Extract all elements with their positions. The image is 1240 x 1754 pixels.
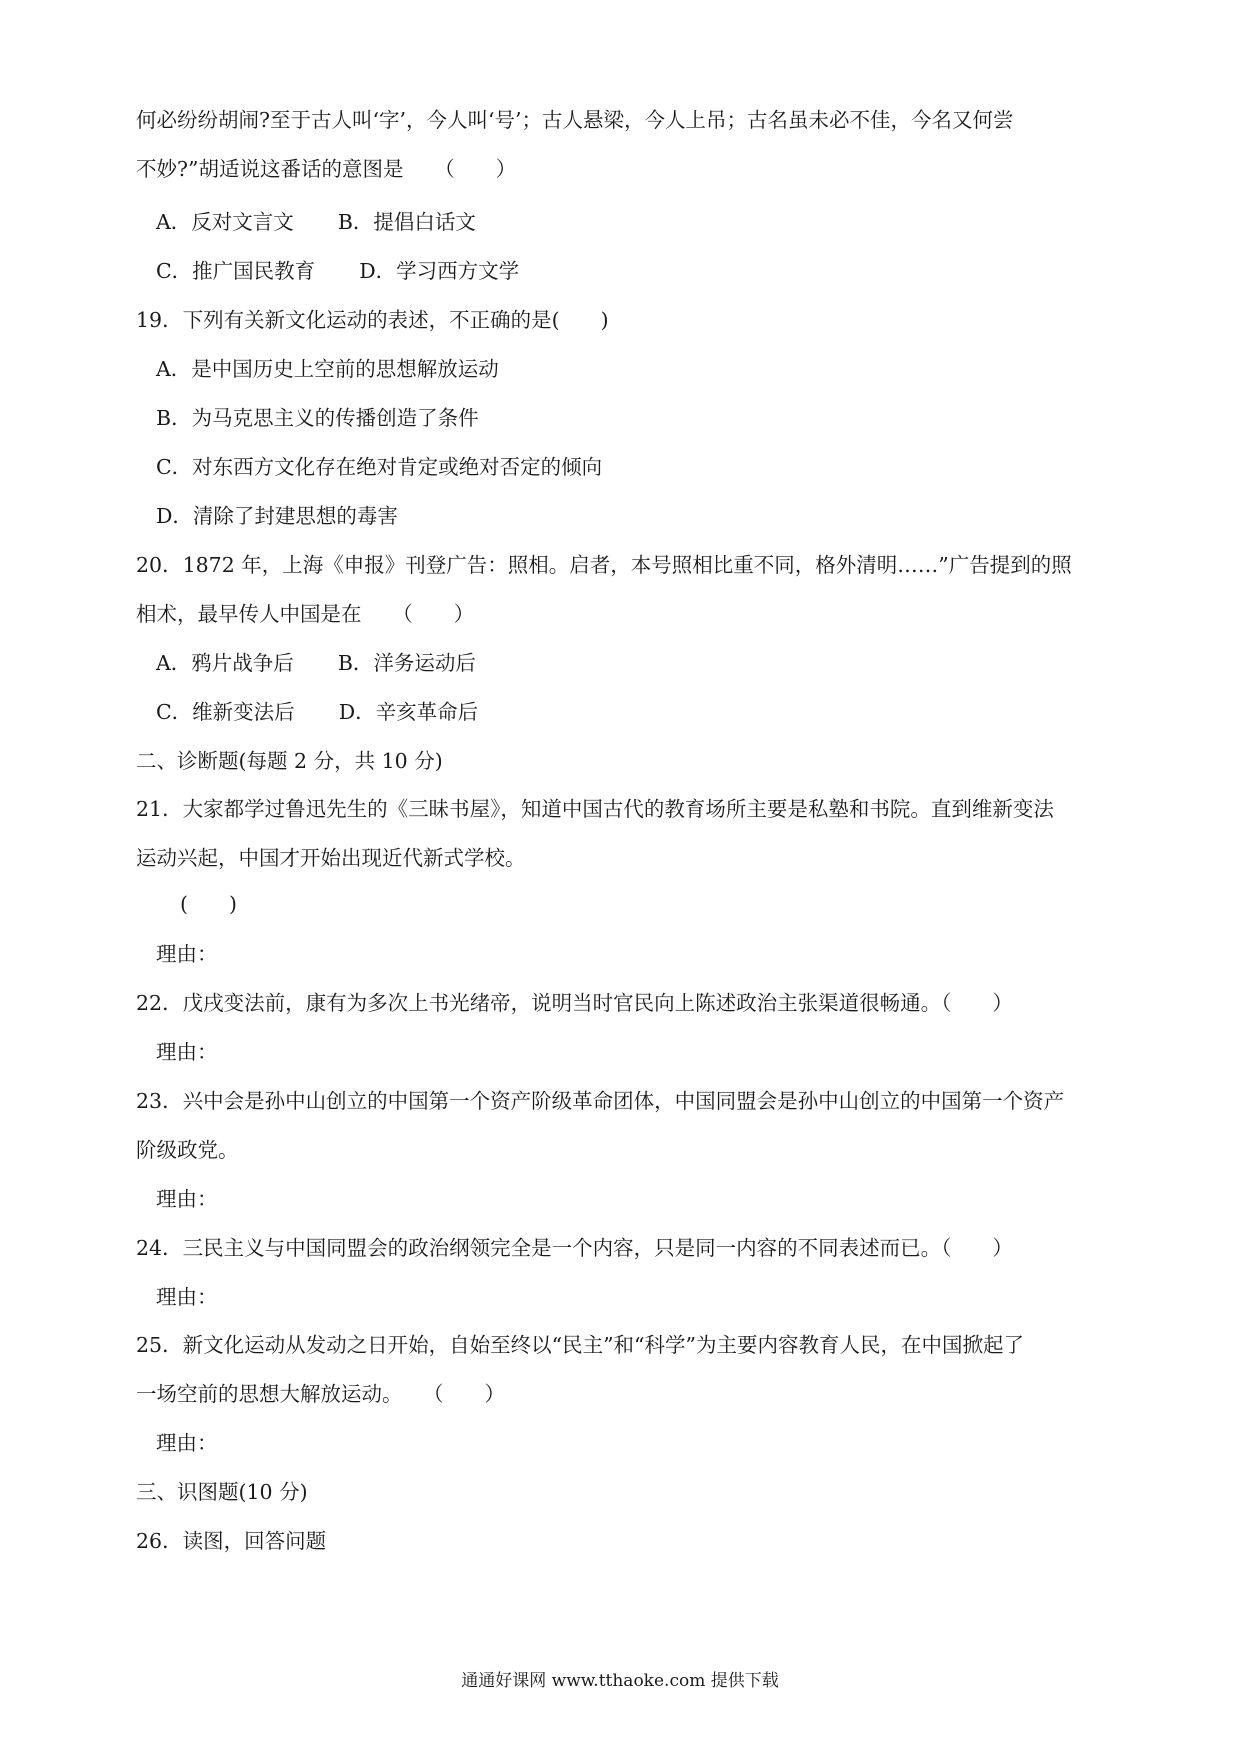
- question-25-line: 25．新文化运动从发动之日开始，自始至终以“民主”和“科学”为主要内容教育人民，在中国掀起了: [136, 1333, 1025, 1357]
- question-18-options-row-1: [156, 208, 476, 236]
- option-d: D．清除了封建思想的毒害: [156, 504, 398, 528]
- answer-parentheses: ( ): [180, 892, 237, 916]
- section-2-heading: 二、诊断题(每题 2 分，共 10 分): [136, 749, 443, 773]
- option-a: A．是中国历史上空前的思想解放运动: [156, 357, 499, 381]
- question-24-line: 24．三民主义与中国同盟会的政治纲领完全是一个内容，只是同一内容的不同表述而已。（ ）: [136, 1236, 1013, 1260]
- option-c: C．推广国民教育: [156, 259, 316, 283]
- question-21-line: 运动兴起，中国才开始出现近代新式学校。: [136, 846, 526, 870]
- option-a: A．鸦片战争后: [156, 651, 294, 675]
- option-d: D．辛亥革命后: [338, 700, 479, 724]
- page-footer: 通通好课网 www.tthaoke.com 提供下载: [461, 1671, 779, 1691]
- question-19-stem: 19．下列有关新文化运动的表述，不正确的是( ): [136, 308, 609, 332]
- question-23-line: 23．兴中会是孙中山创立的中国第一个资产阶级革命团体，中国同盟会是孙中山创立的中国第一个资产: [136, 1089, 1065, 1113]
- option-b: B．提倡白话文: [337, 210, 476, 234]
- question-18-stem-line: 不妙?”胡适说这番话的意图是 （ ）: [136, 157, 517, 181]
- question-25-line: 一场空前的思想大解放运动。 （ ）: [136, 1382, 505, 1406]
- question-18-stem-line: 何必纷纷胡闹?至于古人叫‘字’，今人叫‘号’；古人悬梁，今人上吊；古名虽未必不佳，今名又何尝: [136, 108, 1014, 132]
- option-b: B．洋务运动后: [337, 651, 476, 675]
- option-d: D．学习西方文学: [359, 259, 520, 283]
- question-20-stem-line: 20．1872 年，上海《申报》刊登广告：照相。启者，本号照相比重不同，格外清明……”广告提到的照: [136, 553, 1072, 577]
- question-20-stem-line: 相术，最早传人中国是在 （ ）: [136, 602, 475, 626]
- section-3-heading: 三、识图题(10 分): [136, 1480, 308, 1504]
- reason-label: 理由：: [156, 1431, 218, 1455]
- question-20-options-row-2: [156, 698, 478, 726]
- question-23-line: 阶级政党。: [136, 1138, 239, 1162]
- reason-label: 理由：: [156, 1040, 218, 1064]
- question-26-stem: 26．读图，回答问题: [136, 1529, 327, 1553]
- reason-label: 理由：: [156, 1187, 218, 1211]
- option-b: B．为马克思主义的传播创造了条件: [156, 406, 479, 430]
- option-a: A．反对文言文: [156, 210, 294, 234]
- question-22-line: 22．戊戌变法前，康有为多次上书光绪帝，说明当时官民向上陈述政治主张渠道很畅通。（ ）: [136, 991, 1013, 1015]
- option-c: C．对东西方文化存在绝对肯定或绝对否定的倾向: [156, 455, 603, 479]
- option-c: C．维新变法后: [156, 700, 295, 724]
- question-20-options-row-1: [156, 649, 476, 677]
- question-21-line: 21．大家都学过鲁迅先生的《三昧书屋》，知道中国古代的教育场所主要是私塾和书院。直到维新变法: [136, 797, 1054, 821]
- reason-label: 理由：: [156, 942, 218, 966]
- reason-label: 理由：: [156, 1285, 218, 1309]
- question-18-options-row-2: [156, 257, 519, 285]
